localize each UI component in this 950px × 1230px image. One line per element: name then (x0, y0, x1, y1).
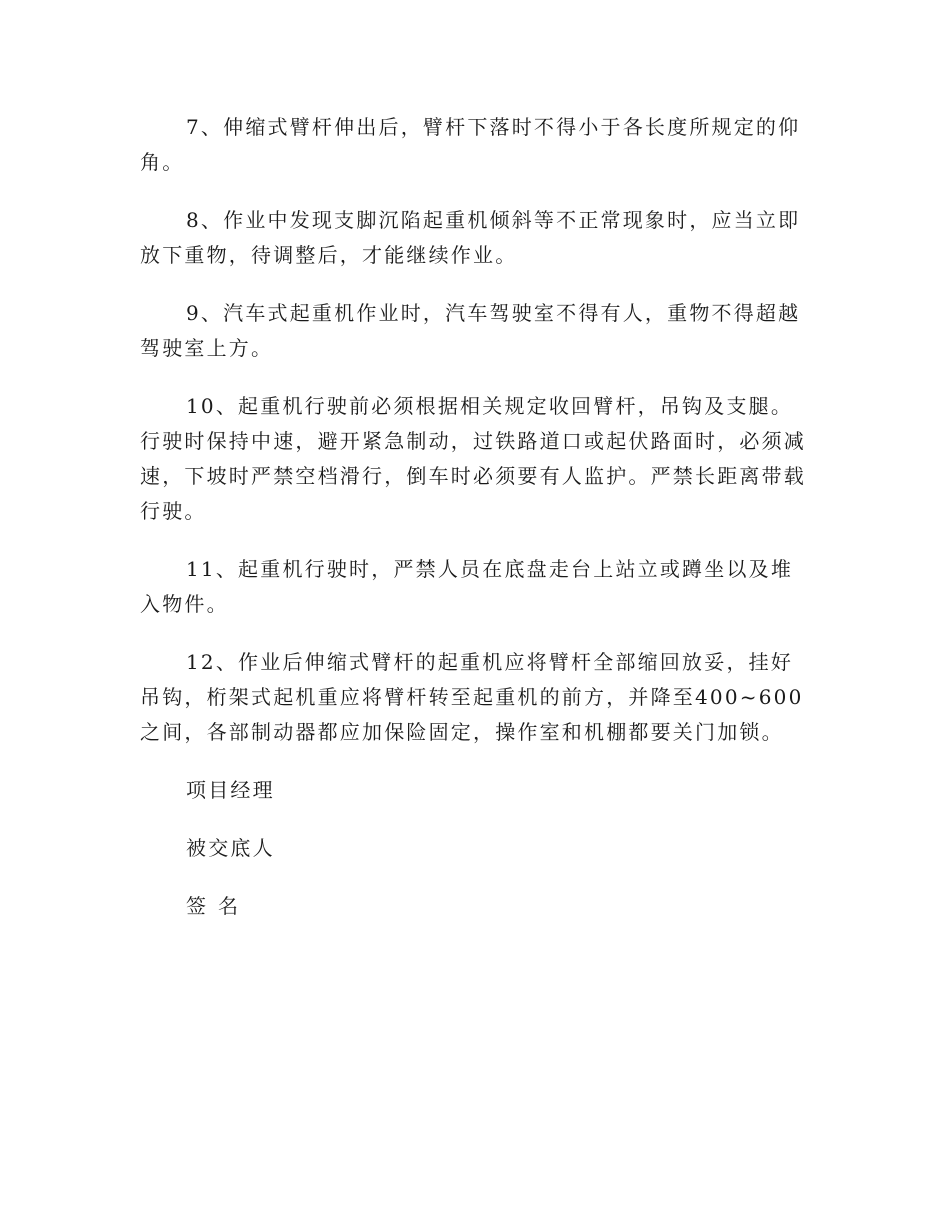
paragraph-12: 12、作业后伸缩式臂杆的起重机应将臂杆全部缩回放妥，挂好吊钩，桁架式起机重应将臂杆转至起重机的前方，并降至400~600之间，各部制动器都应加保险固定，操作室和机棚都要关门加锁。 (140, 650, 804, 744)
paragraph-11: 11、起重机行驶时，严禁人员在底盘走台上站立或蹲坐以及堆入物件。 (140, 557, 794, 616)
paragraph-8: 8、作业中发现支脚沉陷起重机倾斜等不正常现象时，应当立即放下重物，待调整后，才能继续作业。 (140, 208, 801, 267)
paragraph-10: 10、起重机行驶前必须根据相关规定收回臂杆，吊钩及支腿。行驶时保持中速，避开紧急制动，过铁路道口或起伏路面时，必须减速，下坡时严禁空档滑行，倒车时必须要有人监护。严禁长距离带载行驶。 (140, 394, 806, 523)
signature-label: 签名 (186, 894, 250, 918)
paragraph-9: 9、汽车式起重机作业时，汽车驾驶室不得有人，重物不得超越驾驶室上方。 (140, 301, 801, 360)
document-body (140, 110, 810, 947)
recipient-label: 被交底人 (186, 836, 275, 860)
project-manager-label: 项目经理 (186, 778, 275, 802)
paragraph-7: 7、伸缩式臂杆伸出后，臂杆下落时不得小于各长度所规定的仰角。 (140, 115, 801, 174)
